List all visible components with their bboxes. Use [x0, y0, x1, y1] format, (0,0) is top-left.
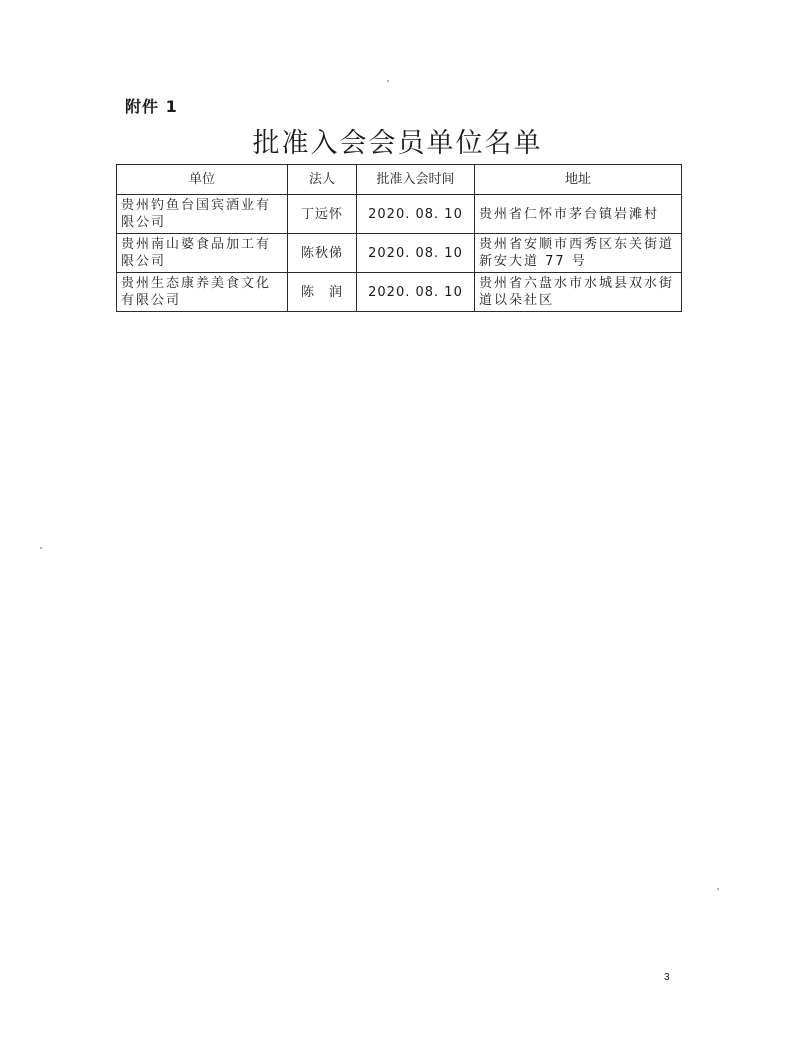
header-address: 地址 — [475, 165, 682, 195]
table-header-row — [117, 165, 682, 195]
approval-date-cell: 2020. 08. 10 — [357, 195, 475, 234]
legal-person-cell: 陈秋俤 — [288, 234, 357, 273]
document-title: 批准入会会员单位名单 — [252, 128, 543, 159]
scan-speck — [717, 888, 719, 890]
address-cell: 贵州省六盘水市水城县双水街道以朵社区 — [475, 273, 682, 312]
scan-speck — [40, 547, 42, 549]
header-unit: 单位 — [117, 165, 288, 195]
approval-date-cell: 2020. 08. 10 — [357, 234, 475, 273]
header-approval-date: 批准入会时间 — [357, 165, 475, 195]
header-legal-person: 法人 — [288, 165, 357, 195]
unit-cell: 贵州钓鱼台国宾酒业有限公司 — [117, 195, 288, 234]
address-cell: 贵州省仁怀市茅台镇岩滩村 — [475, 195, 682, 234]
address-cell: 贵州省安顺市西秀区东关街道新安大道 77 号 — [475, 234, 682, 273]
attachment-label: 附件 1 — [125, 97, 178, 116]
legal-person-cell: 陈 润 — [288, 273, 357, 312]
table-row — [117, 273, 682, 312]
scan-speck — [387, 80, 389, 82]
member-unit-table — [116, 164, 682, 312]
unit-cell: 贵州南山婆食品加工有限公司 — [117, 234, 288, 273]
unit-cell: 贵州生态康养美食文化有限公司 — [117, 273, 288, 312]
legal-person-cell: 丁远怀 — [288, 195, 357, 234]
page-number: 3 — [664, 972, 670, 983]
approval-date-cell: 2020. 08. 10 — [357, 273, 475, 312]
table-row — [117, 234, 682, 273]
table-row — [117, 195, 682, 234]
